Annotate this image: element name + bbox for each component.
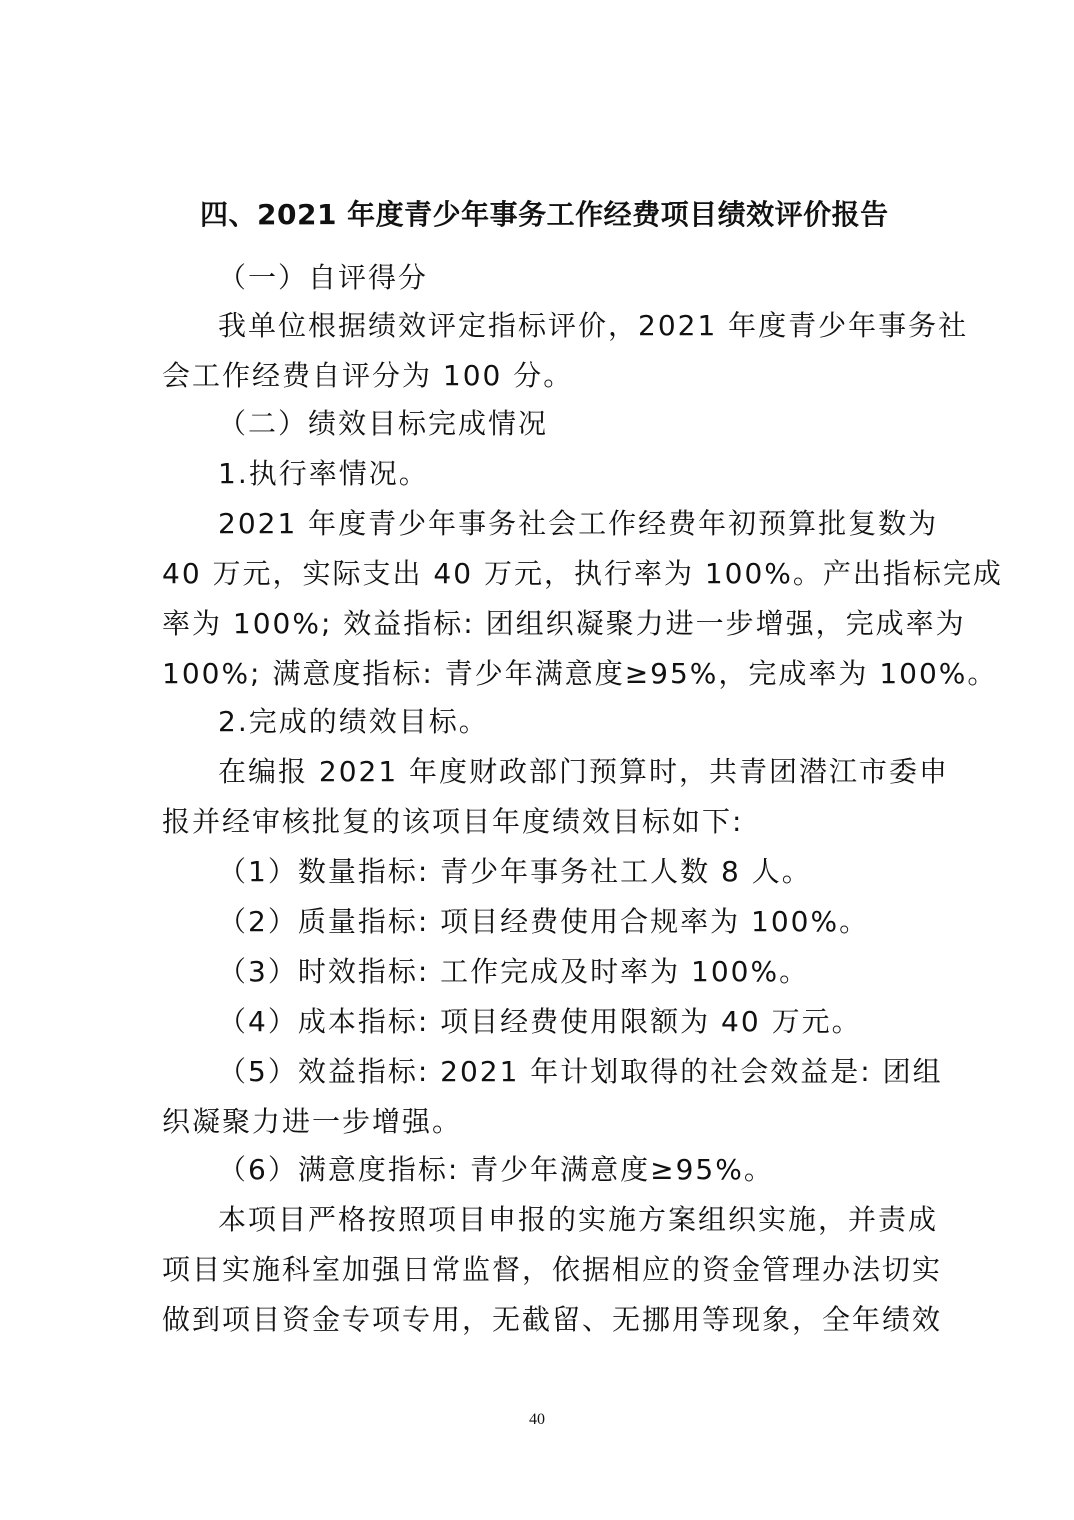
paragraph-line: 报并经审核批复的该项目年度绩效目标如下:	[162, 805, 744, 838]
list-item: （5）效益指标: 2021 年计划取得的社会效益是: 团组	[218, 1055, 943, 1088]
paragraph-line: 40 万元，实际支出 40 万元，执行率为 100%。产出指标完成	[162, 557, 1003, 590]
paragraph-line: 项目实施科室加强日常监督，依据相应的资金管理办法切实	[162, 1253, 943, 1286]
list-item: （1）数量指标: 青少年事务社工人数 8 人。	[218, 855, 812, 888]
list-item: （4）成本指标: 项目经费使用限额为 40 万元。	[218, 1005, 862, 1038]
subheading-completed-goals: 2.完成的绩效目标。	[218, 705, 489, 738]
paragraph-line: 在编报 2021 年度财政部门预算时，共青团潜江市委申	[218, 755, 950, 788]
list-item-continuation: 织凝聚力进一步增强。	[162, 1105, 463, 1138]
section-heading-goal-completion: （二）绩效目标完成情况	[218, 407, 549, 440]
paragraph-line: 率为 100%; 效益指标: 团组织凝聚力进一步增强，完成率为	[162, 607, 966, 640]
list-item: （6）满意度指标: 青少年满意度≥95%。	[218, 1153, 774, 1186]
paragraph-line: 做到项目资金专项专用，无截留、无挪用等现象，全年绩效	[162, 1303, 943, 1336]
section-heading-self-score: （一）自评得分	[218, 261, 429, 294]
paragraph-line: 2021 年度青少年事务社会工作经费年初预算批复数为	[218, 507, 939, 540]
paragraph-line: 本项目严格按照项目申报的实施方案组织实施，并责成	[218, 1203, 939, 1236]
list-item: （3）时效指标: 工作完成及时率为 100%。	[218, 955, 810, 988]
paragraph-line: 会工作经费自评分为 100 分。	[162, 359, 574, 392]
list-item: （2）质量指标: 项目经费使用合规率为 100%。	[218, 905, 870, 938]
page-number: 40	[529, 1411, 545, 1428]
subheading-execution-rate: 1.执行率情况。	[218, 457, 429, 490]
paragraph-line: 我单位根据绩效评定指标评价，2021 年度青少年事务社	[218, 309, 969, 342]
paragraph-line: 100%; 满意度指标: 青少年满意度≥95%，完成率为 100%。	[162, 657, 998, 690]
report-title: 四、2021 年度青少年事务工作经费项目绩效评价报告	[200, 198, 889, 231]
